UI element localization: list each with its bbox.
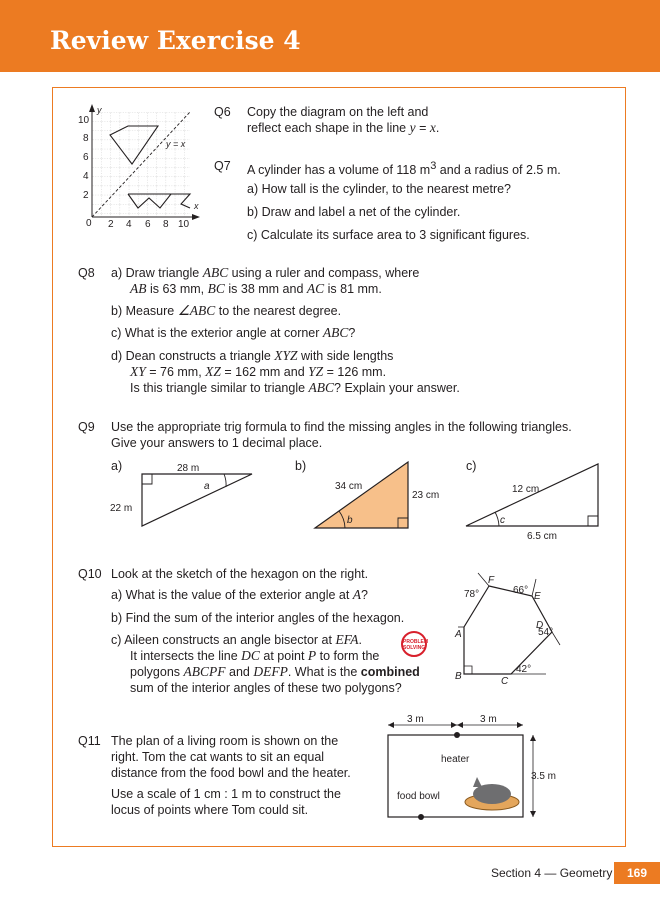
hexagon-label-e: E	[534, 591, 541, 602]
triangle-b-side-label: 23 cm	[412, 490, 440, 501]
dim-label-side: 3.5 m	[531, 771, 557, 782]
q6-line2: reflect each shape in the line y = x.	[247, 120, 440, 135]
y-tick-2: 2	[83, 190, 89, 201]
x-axis-arrow	[192, 214, 200, 220]
x-tick-6: 6	[145, 219, 151, 230]
q10-part-c-line4: sum of the interior angles of these two polygons?	[130, 681, 402, 695]
q8-part-a-line2: AB is 63 mm, BC is 38 mm and AC is 81 mm.	[130, 281, 382, 296]
dim-arrow-2	[451, 722, 457, 728]
hexagon-ext-d	[552, 632, 560, 645]
q10-part-c-line1: c) Aileen constructs an angle bisector at EFA.	[111, 632, 362, 647]
problem-solving-badge: PROBLEM SOLVING	[401, 631, 427, 657]
q8-part-a-line1: a) Draw triangle ABC using a ruler and compass, where	[111, 265, 420, 280]
dim-arrow-3	[457, 722, 463, 728]
q8-part-d-line1: d) Dean constructs a triangle XYZ with side lengths	[111, 348, 394, 363]
line-label: y = x	[166, 139, 186, 149]
q11-number: Q11	[78, 734, 101, 748]
x-tick-2: 2	[108, 219, 114, 230]
q11-room-plan	[383, 715, 573, 835]
hexagon-right-angle	[464, 666, 472, 674]
q10-hexagon	[456, 575, 566, 685]
triangle-b-shape	[315, 462, 408, 528]
triangle-c-shape	[466, 464, 598, 526]
q7-number: Q7	[214, 159, 231, 173]
triangle-a-top-label: 28 m	[177, 463, 200, 474]
y-axis-label: y	[97, 105, 102, 115]
q10-number: Q10	[78, 567, 102, 581]
x-tick-10: 10	[178, 219, 190, 230]
food-bowl-point	[418, 814, 424, 820]
hexagon-label-b: B	[455, 671, 462, 682]
hexagon-label-a: A	[455, 629, 462, 640]
hexagon-label-f: F	[488, 575, 495, 586]
hexagon-label-c: C	[501, 676, 509, 687]
q9-triangle-a	[110, 460, 260, 530]
q9-line1: Use the appropriate trig formula to find the missing angles in the following triangles.	[111, 420, 572, 434]
dim-arrow-6	[530, 811, 536, 817]
q7-part-a: a) How tall is the cylinder, to the nearest metre?	[247, 182, 512, 196]
q9-triangle-c	[464, 460, 614, 540]
page-number: 169	[614, 862, 660, 884]
q8-part-c: c) What is the exterior angle at corner ABC?	[111, 325, 356, 340]
triangle-c-base-label: 6.5 cm	[527, 531, 558, 542]
q6-line1: Copy the diagram on the left and	[247, 105, 429, 119]
triangle-a-shape	[142, 474, 252, 526]
triangle-a-side-label: 22 m	[110, 503, 133, 514]
q11-line4: Use a scale of 1 cm : 1 m to construct the	[111, 787, 341, 801]
dim-arrow-4	[517, 722, 523, 728]
x-tick-4: 4	[126, 219, 132, 230]
y-tick-6: 6	[83, 152, 89, 163]
q7-intro: A cylinder has a volume of 118 $m^3$ and a radius of 2.5 m.	[247, 160, 561, 178]
hexagon-angle-c: 42°	[516, 664, 532, 675]
heater-point	[454, 732, 460, 738]
triangle-c-angle-label: c	[500, 515, 505, 526]
q10-part-b: b) Find the sum of the interior angles of the hexagon.	[111, 611, 405, 625]
y-tick-4: 4	[83, 171, 89, 182]
triangle-b-angle-label: b	[347, 515, 353, 526]
dim-arrow-1	[388, 722, 394, 728]
food-bowl-label: food bowl	[397, 791, 440, 802]
q10-part-a: a) What is the value of the exterior angle at A?	[111, 587, 368, 602]
x-axis-label: x	[194, 201, 199, 211]
q11-line5: locus of points where Tom could sit.	[111, 803, 309, 817]
triangle-a-angle-label: a	[204, 481, 210, 492]
q9-triangle-b	[313, 460, 453, 540]
q11-line3: distance from the food bowl and the heater.	[111, 766, 351, 780]
q8-number: Q8	[78, 266, 95, 280]
q9-b-label: b)	[295, 459, 307, 473]
dim-arrow-5	[530, 735, 536, 741]
q10-part-c-line2: It intersects the line DC at point P to form the	[130, 648, 380, 663]
q7-part-b: b) Draw and label a net of the cylinder.	[247, 205, 461, 219]
x-tick-0: 0	[86, 218, 92, 229]
hexagon-angle-e: 66°	[513, 585, 529, 596]
hexagon-angle-d: 54°	[538, 627, 554, 638]
heater-label: heater	[441, 754, 470, 765]
q10-intro: Look at the sketch of the hexagon on the right.	[111, 567, 369, 581]
q6-graph	[74, 105, 204, 238]
y-tick-8: 8	[83, 133, 89, 144]
q10-part-c-line3: polygons ABCPF and DEFP. What is the combined	[130, 664, 420, 679]
q9-line2: Give your answers to 1 decimal place.	[111, 436, 323, 450]
x-tick-8: 8	[163, 219, 169, 230]
triangle-b-hyp-label: 34 cm	[335, 481, 363, 492]
q9-a-label: a)	[111, 459, 123, 473]
q8-part-b: b) Measure ∠ABC to the nearest degree.	[111, 303, 342, 318]
q8-part-d-line3: Is this triangle similar to triangle ABC? Explain your answer.	[130, 380, 460, 395]
hexagon-label-d: D	[536, 620, 544, 631]
y-tick-10: 10	[78, 115, 90, 126]
hexagon-angle-f: 78°	[464, 589, 480, 600]
q8-part-d-line2: XY = 76 mm, XZ = 162 mm and YZ = 126 mm.	[130, 364, 387, 379]
header-bar	[0, 0, 660, 72]
page-title: Review Exercise 4	[50, 26, 301, 55]
q11-line2: right. Tom the cat wants to sit an equal	[111, 750, 325, 764]
dim-label-right: 3 m	[480, 714, 497, 725]
triangle-c-hyp-label: 12 cm	[512, 484, 540, 495]
footer-section-label: Section 4 — Geometry	[491, 866, 613, 880]
q7-part-c: c) Calculate its surface area to 3 significant figures.	[247, 228, 530, 242]
q11-line1: The plan of a living room is shown on the	[111, 734, 339, 748]
q9-number: Q9	[78, 420, 95, 434]
q6-number: Q6	[214, 105, 231, 119]
dim-label-left: 3 m	[407, 714, 424, 725]
q9-c-label: c)	[466, 459, 477, 473]
